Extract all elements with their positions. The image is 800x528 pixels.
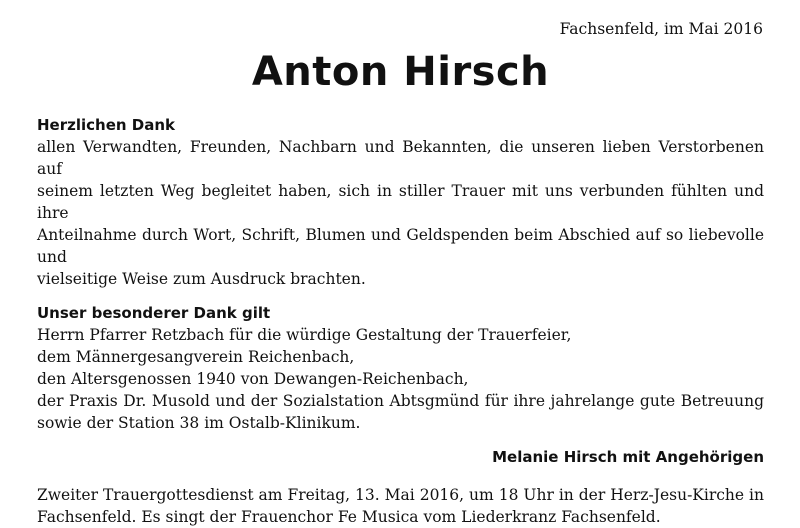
thanks-line: Anteilnahme durch Wort, Schrift, Blumen und Geldspenden beim Abschied auf so liebevolle und bbox=[37, 226, 764, 266]
special-thanks-line: den Altersgenossen 1940 von Dewangen-Reichenbach, bbox=[37, 370, 469, 388]
special-thanks-line: Herrn Pfarrer Retzbach für die würdige Gestaltung der Trauerfeier, bbox=[37, 326, 572, 344]
thanks-line: allen Verwandten, Freunden, Nachbarn und Bekannten, die unseren lieben Verstorbenen auf bbox=[37, 138, 764, 178]
special-thanks-section bbox=[37, 302, 764, 434]
special-thanks-line: der Praxis Dr. Musold und der Sozialstation Abtsgmünd für ihre jahrelange gute Betreuung bbox=[37, 392, 764, 410]
thanks-section bbox=[37, 114, 764, 290]
service-line: Zweiter Trauergottesdienst am Freitag, 13. Mai 2016, um 18 Uhr in der Herz-Jesu-Kirche in bbox=[37, 486, 764, 504]
special-thanks-heading: Unser besonderer Dank gilt bbox=[37, 304, 271, 322]
special-thanks-line: dem Männergesangverein Reichenbach, bbox=[37, 348, 355, 366]
service-line: Fachsenfeld. Es singt der Frauenchor Fe Musica vom Liederkranz Fachsenfeld. bbox=[37, 508, 661, 526]
thanks-line: seinem letzten Weg begleitet haben, sich in stiller Trauer mit uns verbunden fühlten und ihre bbox=[37, 182, 764, 222]
thanks-heading: Herzlichen Dank bbox=[37, 116, 176, 134]
special-thanks-line: sowie der Station 38 im Ostalb-Klinikum. bbox=[37, 414, 361, 432]
deceased-name: Anton Hirsch bbox=[251, 49, 550, 95]
thanks-line: vielseitige Weise zum Ausdruck brachten. bbox=[37, 270, 366, 288]
place-date: Fachsenfeld, im Mai 2016 bbox=[559, 20, 763, 38]
service-notice bbox=[37, 484, 764, 528]
signature: Melanie Hirsch mit Angehörigen bbox=[492, 448, 764, 466]
